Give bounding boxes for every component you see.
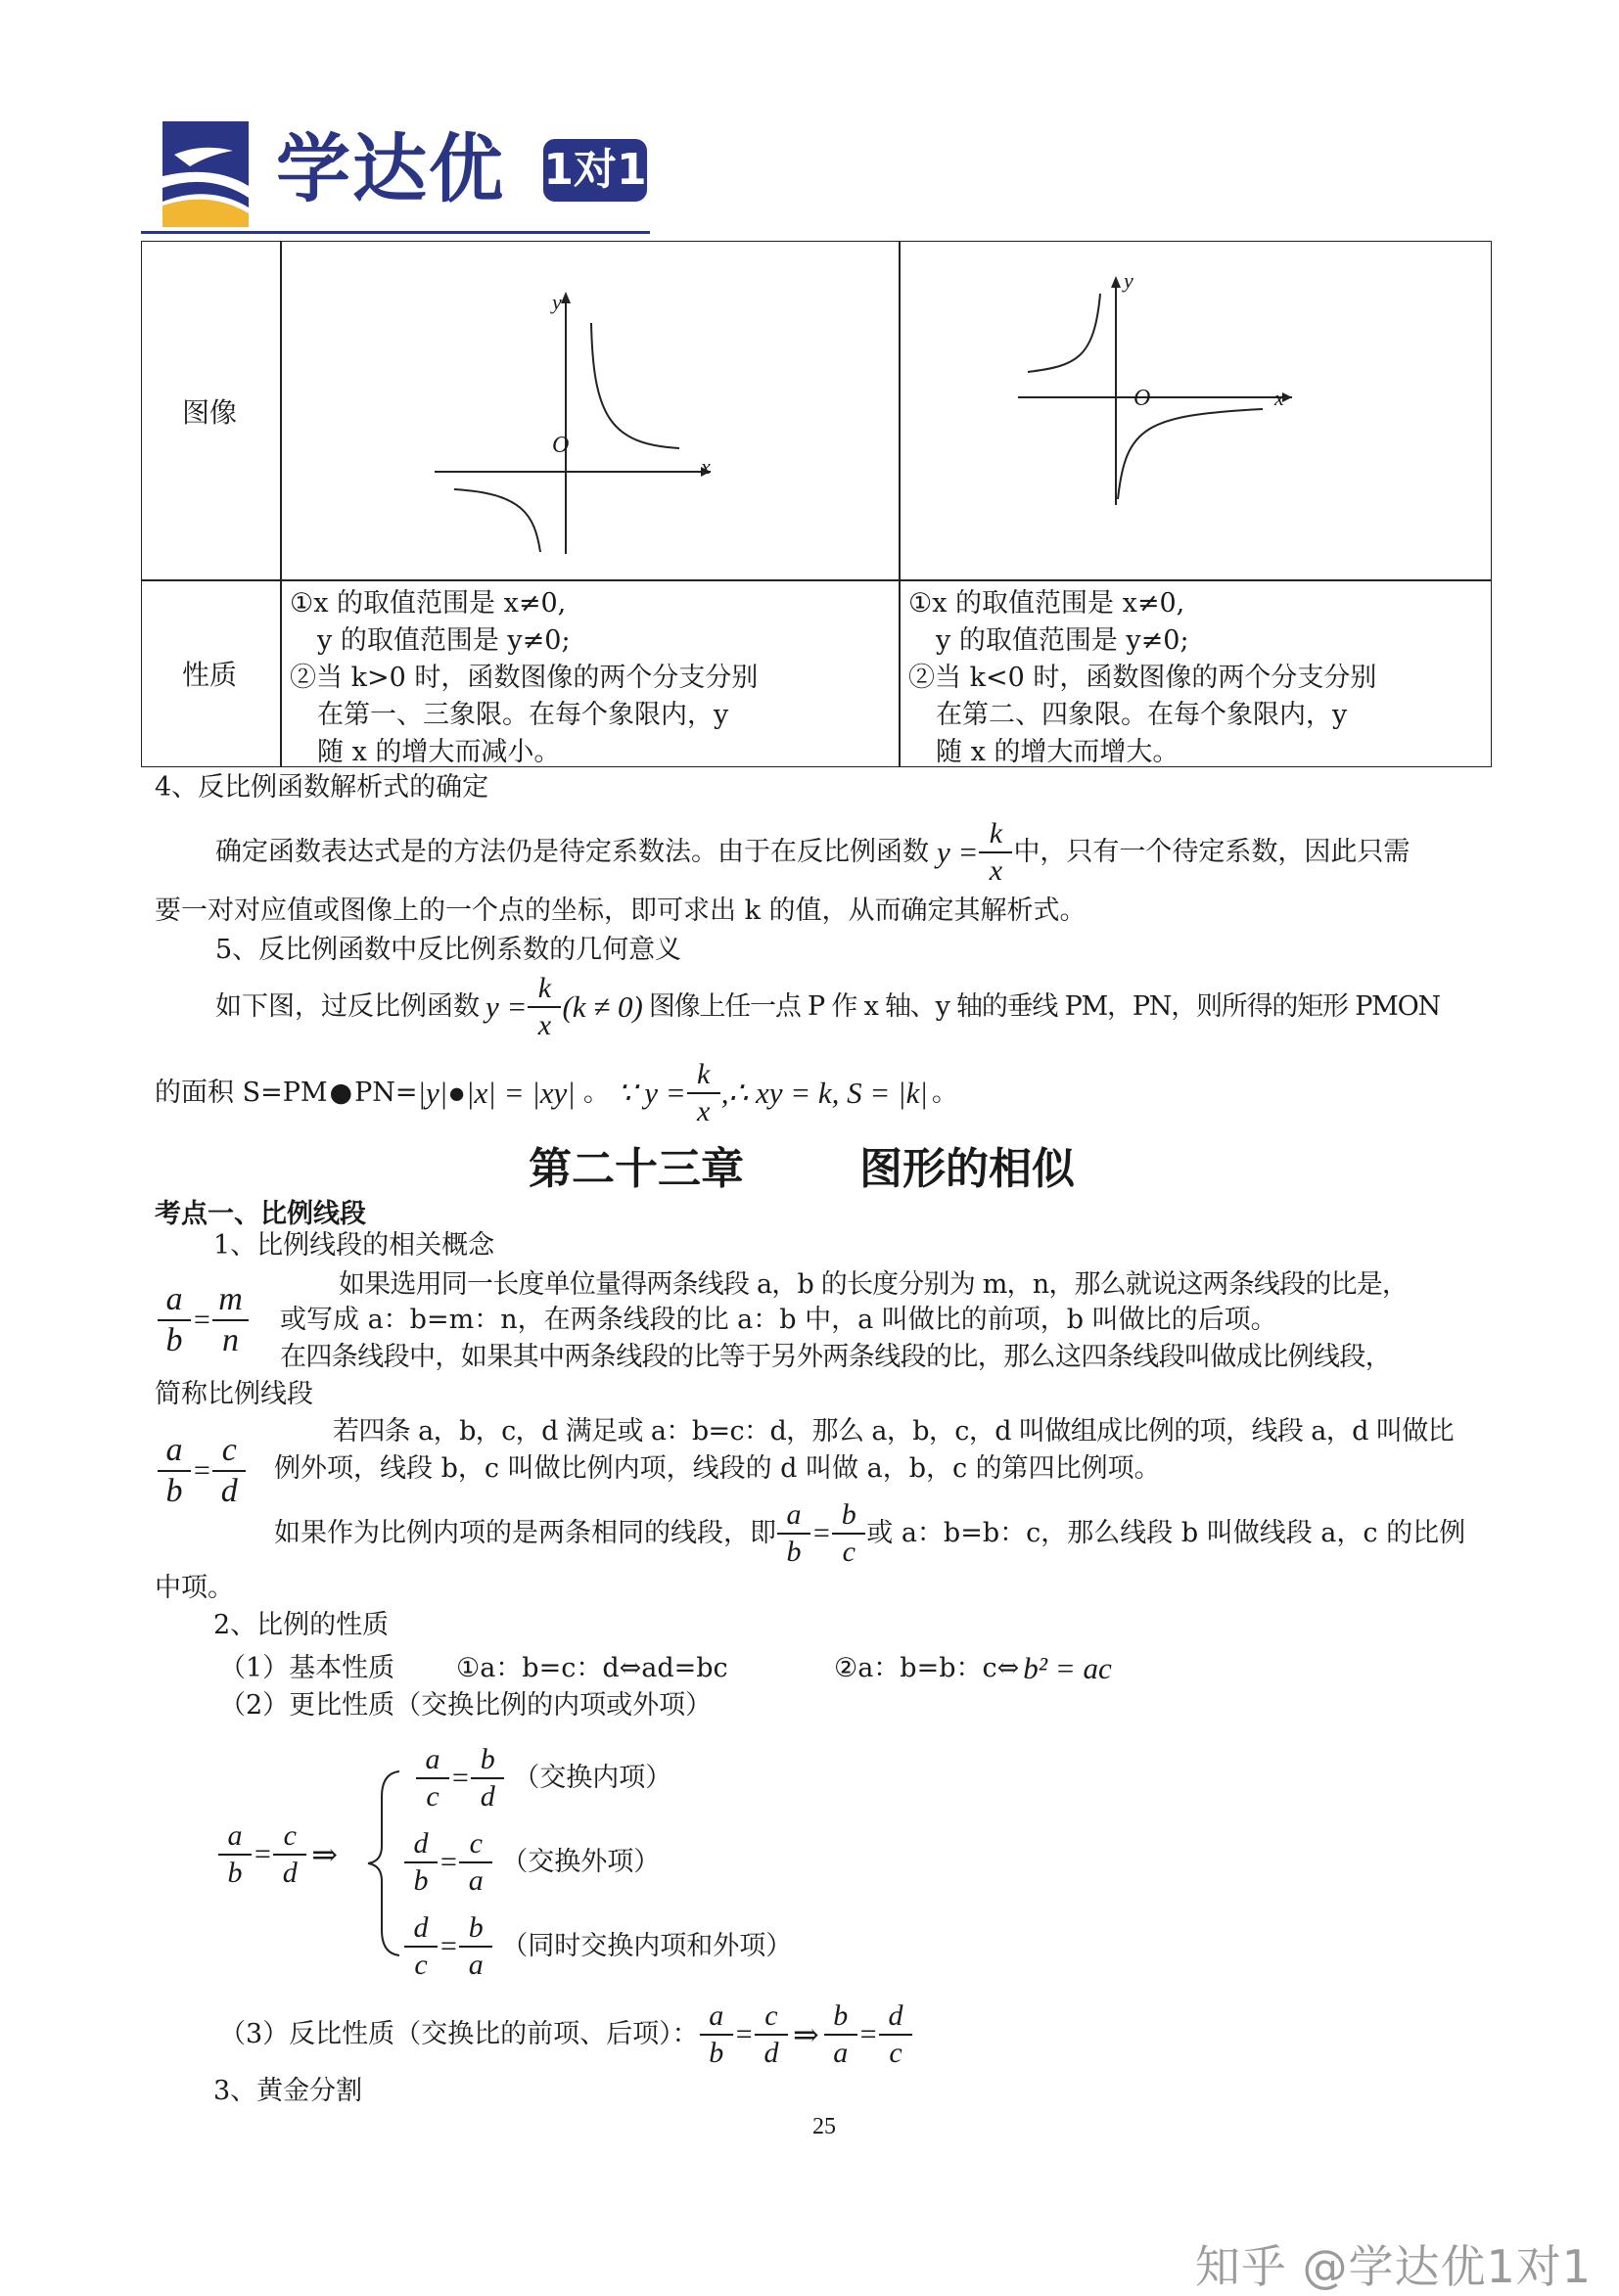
formula-therefore: ,∴ xy = k, S = |k| (720, 1076, 928, 1110)
chapter-title: 图形的相似 (859, 1144, 1075, 1194)
graph-left-y-label: y (552, 290, 562, 314)
kd1-line-5: 若四条 a，b，c，d 满足或 a：b=c：d，那么 a，b，c，d 叫做组成比例的项，线段 a，d 叫做比 (333, 1416, 1455, 1446)
fraction-k-over-x: $\frac{k}{x}$ (531, 971, 558, 1043)
graph-right-x-label: x (1274, 386, 1284, 410)
fraction-b-over-a: $\frac{b}{a}$ (462, 1910, 489, 1983)
inversion-property: （3）反比性质（交换比的前项、后项）： $\frac{a}{b}$ = $\frac{c}{d}$ ⇒ $\frac{b}{a}$ = $\frac{d}{c}$ (219, 1998, 913, 2071)
kd1-line-7-a: 如果作为比例内项的是两条相同的线段，即 (274, 1518, 776, 1548)
implies-arrow: ⇒ (311, 1836, 339, 1873)
props-right-line: ②当 k<0 时，函数图像的两个分支分别 (908, 663, 1377, 693)
logo-mark-icon (155, 117, 254, 231)
fraction-m-over-n: $\frac{m}{n}$ (215, 1280, 246, 1360)
fraction-k-over-x: $\frac{k}{x}$ (982, 816, 1009, 889)
kd1-heading: 考点一、比例线段 (155, 1199, 366, 1229)
brand-badge: 1对1 (543, 139, 647, 202)
fraction-a-over-b: $\frac{a}{b}$ (161, 1280, 188, 1360)
formula-y-equals: y = (486, 989, 528, 1024)
fraction-b-over-a: $\frac{b}{a}$ (827, 1998, 855, 2071)
section-4-paragraph (215, 816, 1410, 889)
graph-right-y-label: y (1124, 268, 1133, 293)
fraction-c-over-a: $\frac{c}{a}$ (462, 1826, 489, 1899)
swap-outer-label: （交换外项） (501, 1847, 661, 1877)
fraction-b-over-d: $\frac{b}{d}$ (474, 1742, 501, 1814)
row-label-props: 性质 (182, 659, 238, 691)
swap-inner-label: （交换内项） (513, 1763, 672, 1793)
kd1-line-8: 中项。 (155, 1573, 234, 1603)
fraction-a-over-b: $\frac{a}{b}$ (703, 1998, 730, 2071)
fraction-c-over-d: $\frac{c}{d}$ (758, 1998, 785, 2071)
graph-left-x-label: x (701, 454, 711, 479)
props-left-line: 随 x 的增大而减小。 (317, 737, 561, 767)
kd1-line-4: 简称比例线段 (155, 1379, 313, 1409)
left-brace (364, 1768, 403, 1959)
chapter-number: 第二十三章 (529, 1144, 744, 1194)
function-properties-table (141, 241, 1492, 767)
section-5-paragraph (215, 971, 1440, 1043)
props-left-line: 在第一、三象限。在每个象限内，y (317, 700, 729, 730)
formula-b2-ac: b² = ac (1023, 1651, 1112, 1685)
section-5-text-c: 的面积 S=PM (155, 1078, 328, 1108)
formula-a-b-c-d: $\frac{a}{b}$ = $\frac{c}{d}$ (157, 1431, 247, 1511)
formula-a-b-eq-c-d: $\frac{a}{b}$ = $\frac{c}{d}$ ⇒ (217, 1818, 338, 1891)
row-label-image: 图像 (182, 396, 238, 429)
swap-both-row: $\frac{d}{c}$ = $\frac{b}{a}$ （同时交换内项和外项） (403, 1910, 792, 1983)
section-5-text-b: 图像上任一点 P 作 x 轴、y 轴的垂线 PM，PN，则所得的矩形 PMON (648, 991, 1440, 1022)
fraction-a-over-b: $\frac{a}{b}$ (161, 1431, 188, 1511)
bullet-operator: ● (329, 1078, 353, 1108)
section-5-text-d: PN= (354, 1078, 418, 1108)
section-5-text-a: 如下图，过反比例函数 (215, 991, 480, 1022)
formula-y-equals: y = (937, 835, 979, 869)
props-right-line: ①x 的取值范围是 x≠0, (908, 588, 1185, 619)
section-5-heading: 5、反比例函数中反比例系数的几何意义 (215, 935, 682, 965)
kd1-sub2: 2、比例的性质 (213, 1610, 390, 1640)
sentence-stop: 。 (582, 1078, 610, 1108)
kd1-sub1: 1、比例线段的相关概念 (213, 1230, 495, 1261)
kd1-line-1: 如果选用同一长度单位量得两条线段 a，b 的长度分别为 m，n，那么就说这两条线段的比是， (339, 1269, 1409, 1300)
section-4-heading: 4、反比例函数解析式的确定 (155, 772, 489, 803)
swap-outer-row: $\frac{d}{b}$ = $\frac{c}{a}$ （交换外项） (403, 1826, 660, 1899)
swap-both-label: （同时交换内项和外项） (501, 1931, 793, 1961)
formula-area-abs: |y|●|x| = |xy| (417, 1076, 576, 1110)
implies-arrow: ⇒ (792, 2016, 819, 2053)
props-right-line: 在第二、四象限。在每个象限内，y (936, 700, 1348, 730)
sentence-stop: 。 (931, 1078, 958, 1108)
kd1-sub3: 3、黄金分割 (213, 2076, 363, 2106)
kd1-line-7: 如果作为比例内项的是两条相同的线段，即 $\frac{a}{b}$ = $\frac{b}{c}$ 或 a：b=b：c，那么线段 b 叫做线段 a，c 的比例 (274, 1498, 1466, 1568)
basic-property-2 (834, 1650, 1112, 1687)
section-4-line-2: 要一对对应值或图像上的一个点的坐标，即可求出 k 的值，从而确定其解析式。 (155, 895, 1087, 926)
props-left-line: ①x 的取值范围是 x≠0, (290, 588, 567, 619)
graph-k-negative (1018, 270, 1468, 564)
fraction-c-over-d: $\frac{c}{d}$ (215, 1431, 243, 1511)
alternation-property-label: （2）更比性质（交换比例的内项或外项） (219, 1690, 713, 1721)
header-rule (141, 231, 650, 234)
inversion-property-label: （3）反比性质（交换比的前项、后项）： (219, 2019, 699, 2049)
watermark: 知乎 @学达优1对1 (1194, 2240, 1592, 2293)
fraction-k-over-x: $\frac{k}{x}$ (690, 1057, 717, 1129)
props-right-line: 随 x 的增大而增大。 (936, 737, 1180, 767)
graph-k-positive (435, 280, 885, 574)
graph-right-origin: O (1133, 386, 1151, 411)
kd1-line-7-b: 或 a：b=b：c，那么线段 b 叫做线段 a，c 的比例 (866, 1518, 1466, 1548)
props-left-line: y 的取值范围是 y≠0; (317, 625, 571, 656)
fraction-a-over-b: $\frac{a}{b}$ (221, 1818, 249, 1891)
formula-because: ∵ y = (617, 1076, 686, 1110)
page-number: 25 (812, 2114, 836, 2139)
props-right-line: y 的取值范围是 y≠0; (936, 625, 1189, 656)
graph-left-origin: O (552, 433, 570, 458)
basic-property-1: ①a：b=c：d⇔ad=bc (456, 1653, 728, 1683)
props-left-line: ②当 k>0 时，函数图像的两个分支分别 (290, 663, 759, 693)
fraction-b-over-c: $\frac{b}{c}$ (835, 1497, 862, 1570)
swap-inner-row: $\frac{a}{c}$ = $\frac{b}{d}$ （交换内项） (415, 1742, 671, 1814)
brand-name: 学达优 (276, 125, 505, 212)
formula-a-b-m-n: $\frac{a}{b}$ = $\frac{m}{n}$ (157, 1280, 250, 1360)
formula-k-nonzero: (k ≠ 0) (562, 989, 643, 1024)
section-4-text-b: 中，只有一个待定系数，因此只需 (1013, 837, 1411, 867)
kd1-line-2: 或写成 a：b=m：n，在两条线段的比 a：b 中，a 叫做比的前项，b 叫做比的后项。 (280, 1305, 1277, 1335)
kd1-line-3: 在四条线段中，如果其中两条线段的比等于另外两条线段的比，那么这四条线段叫做成比例线段， (280, 1342, 1392, 1372)
section-4-text-a: 确定函数表达式是的方法仍是待定系数法。由于在反比例函数 (215, 837, 929, 867)
basic-property-label: （1）基本性质 (219, 1653, 395, 1683)
fraction-d-over-c: $\frac{d}{c}$ (407, 1910, 435, 1983)
fraction-a-over-c: $\frac{a}{c}$ (419, 1742, 446, 1814)
kd1-line-6: 例外项，线段 b，c 叫做比例内项，线段的 d 叫做 a，b，c 的第四比例项。 (274, 1453, 1161, 1484)
section-5-area-line (155, 1057, 958, 1129)
fraction-d-over-b: $\frac{d}{b}$ (407, 1826, 435, 1899)
fraction-c-over-d: $\frac{c}{d}$ (276, 1818, 303, 1891)
fraction-a-over-b: $\frac{a}{b}$ (780, 1497, 808, 1570)
basic-property-2-text: ②a：b=b：c⇔ (834, 1653, 1020, 1683)
fraction-d-over-c: $\frac{d}{c}$ (882, 1998, 909, 2071)
